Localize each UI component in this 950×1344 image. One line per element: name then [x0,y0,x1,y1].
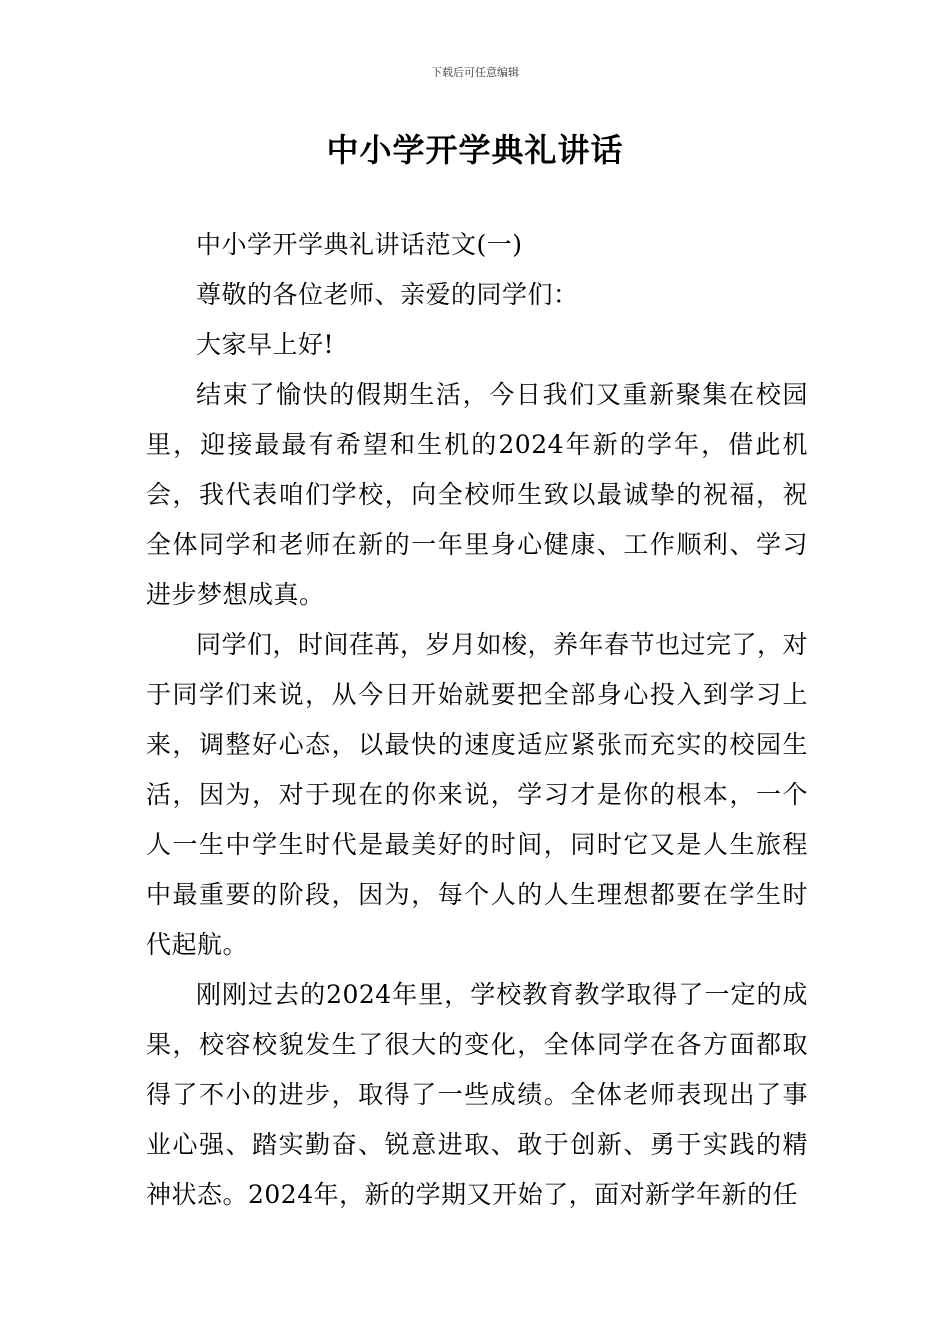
paragraph-subtitle: 中小学开学典礼讲话范文(一) [196,230,523,259]
document-title: 中小学开学典礼讲话 [326,131,624,169]
paragraph-body: 结束了愉快的假期生活，今日我们又重新聚集在校园里，迎接最最有希望和生机的2024年新的学年，借此机会，我代表咱们学校，向全校师生致以最诚挚的祝福，祝全体同学和老师在新的一年里身心健康、工作顺利、学习进步梦想成真。 [146,380,808,609]
document-body [146,220,808,1220]
paragraph-body: 刚刚过去的2024年里，学校教育教学取得了一定的成果，校容校貌发生了很大的变化，全体同学在各方面都取得了不小的进步，取得了一些成绩。全体老师表现出了事业心强、踏实勤奋、锐意进取、敢于创新、勇于实践的精神状态。2024年，新的学期又开始了，面对新学年新的任 [146,980,808,1209]
paragraph-salutation: 尊敬的各位老师、亲爱的同学们： [196,280,579,309]
paragraph-greeting: 大家早上好! [196,330,335,359]
paragraph-body: 同学们，时间荏苒，岁月如梭，养年春节也过完了，对于同学们来说，从今日开始就要把全部身心投入到学习上来，调整好心态，以最快的速度适应紧张而充实的校园生活，因为，对于现在的你来说，学习才是你的根本，一个人一生中学生时代是最美好的时间，同时它又是人生旅程中最重要的阶段，因为，每个人的人生理想都要在学生时代起航。 [146,630,809,959]
header-note: 下载后可任意编辑 [431,66,519,79]
